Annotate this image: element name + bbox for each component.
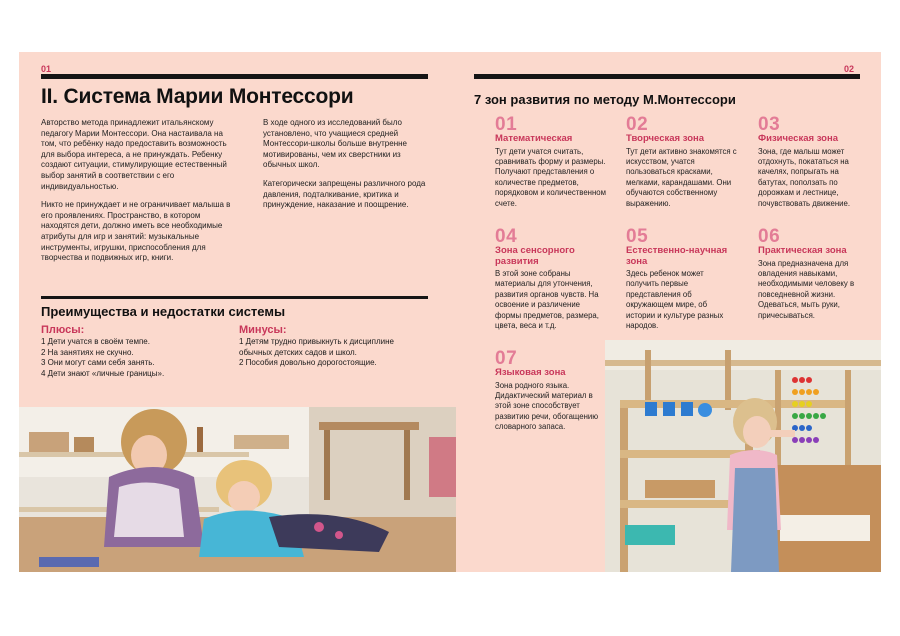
page-title-left: II. Система Марии Монтессори	[41, 85, 354, 108]
body-column-2	[263, 118, 433, 219]
body-column-1	[41, 118, 237, 272]
zone-card	[495, 116, 615, 209]
zone-number: 06	[758, 226, 781, 247]
photo-girl-with-abacus	[605, 340, 881, 572]
pros-list	[41, 337, 231, 379]
zone-title: Практическая зона	[758, 245, 847, 256]
cons-list	[239, 337, 409, 369]
paragraph: Авторство метода принадлежит итальянскому педагогу Марии Монтессори. Она настаивала на том, что ребёнку надо предоставить возможность для выбора интереса, а не принуждать. Ребенку создают ситуации, стимулирующие естественный выбор занятий в соответствии с его индивидуальностью.	[41, 118, 227, 191]
page-number-right: 02	[844, 64, 855, 74]
zone-card	[758, 228, 868, 321]
pros-title: Плюсы:	[41, 324, 85, 336]
photo-girls-playing	[19, 407, 456, 572]
zone-text: Здесь ребенок может получить первые представления об окружающем мире, об истории и культуре разных народов.	[626, 269, 724, 331]
list-item: 2 На занятиях не скучно.	[41, 347, 134, 357]
list-item: 1 Детям трудно привыкнуть к дисциплине обычных детских садов и школ.	[239, 337, 394, 357]
zone-number: 01	[495, 114, 518, 135]
zone-text: Зона предназначена для овладения навыками, необходимыми человеку в повседневной жизни. Одеваться, мыть руки, причесываться.	[758, 258, 855, 320]
zone-card	[758, 116, 868, 209]
zone-text: Зона, где малыш может отдохнуть, покататься на качелях, попрыгать на батутах, поползать по дорожкам и лестнице, почувствовать движение.	[758, 146, 851, 208]
top-rule-left	[41, 74, 428, 79]
paragraph: Категорически запрещены различного рода давления, подталкивание, критика и принуждение, наказание и поощрение.	[263, 178, 426, 210]
top-rule-right	[474, 74, 860, 79]
section-rule	[41, 296, 428, 299]
zone-title: Физическая зона	[758, 133, 838, 144]
zone-text: Зона родного языка. Дидактический материал в этой зоне способствует развитию речи, обогащению словарного запаса.	[495, 380, 599, 432]
paragraph: Никто не принуждает и не ограничивает малыша в его проявлениях. Пространство, в котором находятся дети, должно иметь все необходимые атрибуты для игр и занятий: музыкальные инструменты, игрушки, приспособления для творчества и подвижных игр, книги.	[41, 200, 231, 263]
zone-number: 05	[626, 226, 649, 247]
zone-title: Зона сенсорного развития	[495, 245, 575, 267]
zone-text: В этой зоне собраны материалы для утончения, развития органов чувств. На освоение и различение формы предметов, размера, цвета, веса и т.д.	[495, 269, 599, 331]
page-number-left: 01	[41, 64, 52, 74]
zone-title: Естественно-научная зона	[626, 245, 728, 267]
zone-card	[626, 116, 744, 209]
zone-title: Творческая зона	[626, 133, 705, 144]
list-item: 1 Дети учатся в своём темпе.	[41, 337, 150, 346]
zone-title: Языковая зона	[495, 367, 566, 378]
list-item: 4 Дети знают «личные границы».	[41, 368, 165, 378]
page-title-right: 7 зон развития по методу М.Монтессори	[474, 92, 736, 107]
zone-text: Тут дети активно знакомятся с искусством, учатся пользоваться красками, мелками, карандашами. Они обучаются собственному выражению.	[626, 146, 737, 208]
list-item: 3 Они могут сами себя занять.	[41, 358, 155, 368]
pros-cons-heading: Преимущества и недостатки системы	[41, 304, 286, 319]
list-item: 2 Пособия довольно дорогостоящие.	[239, 358, 377, 368]
magazine-spread	[19, 52, 881, 572]
zone-card	[626, 228, 738, 331]
zone-text: Тут дети учатся считать, сравнивать форму и размеры. Получают представления о количестве предметов, порядковом и количественном счете.	[495, 146, 606, 208]
zone-card	[495, 350, 599, 433]
zone-number: 07	[495, 348, 518, 369]
paragraph: В ходе одного из исследований было установлено, что учащиеся средней Монтессори-школы больше внутренне мотивированы, чем их сверстники из обычных школ.	[263, 118, 407, 170]
pros-block	[41, 324, 231, 379]
zone-number: 04	[495, 226, 518, 247]
zone-number: 02	[626, 114, 649, 135]
zone-card	[495, 228, 600, 331]
zone-number: 03	[758, 114, 781, 135]
cons-block	[239, 324, 409, 369]
zone-title: Математическая	[495, 133, 573, 144]
cons-title: Минусы:	[239, 324, 287, 336]
